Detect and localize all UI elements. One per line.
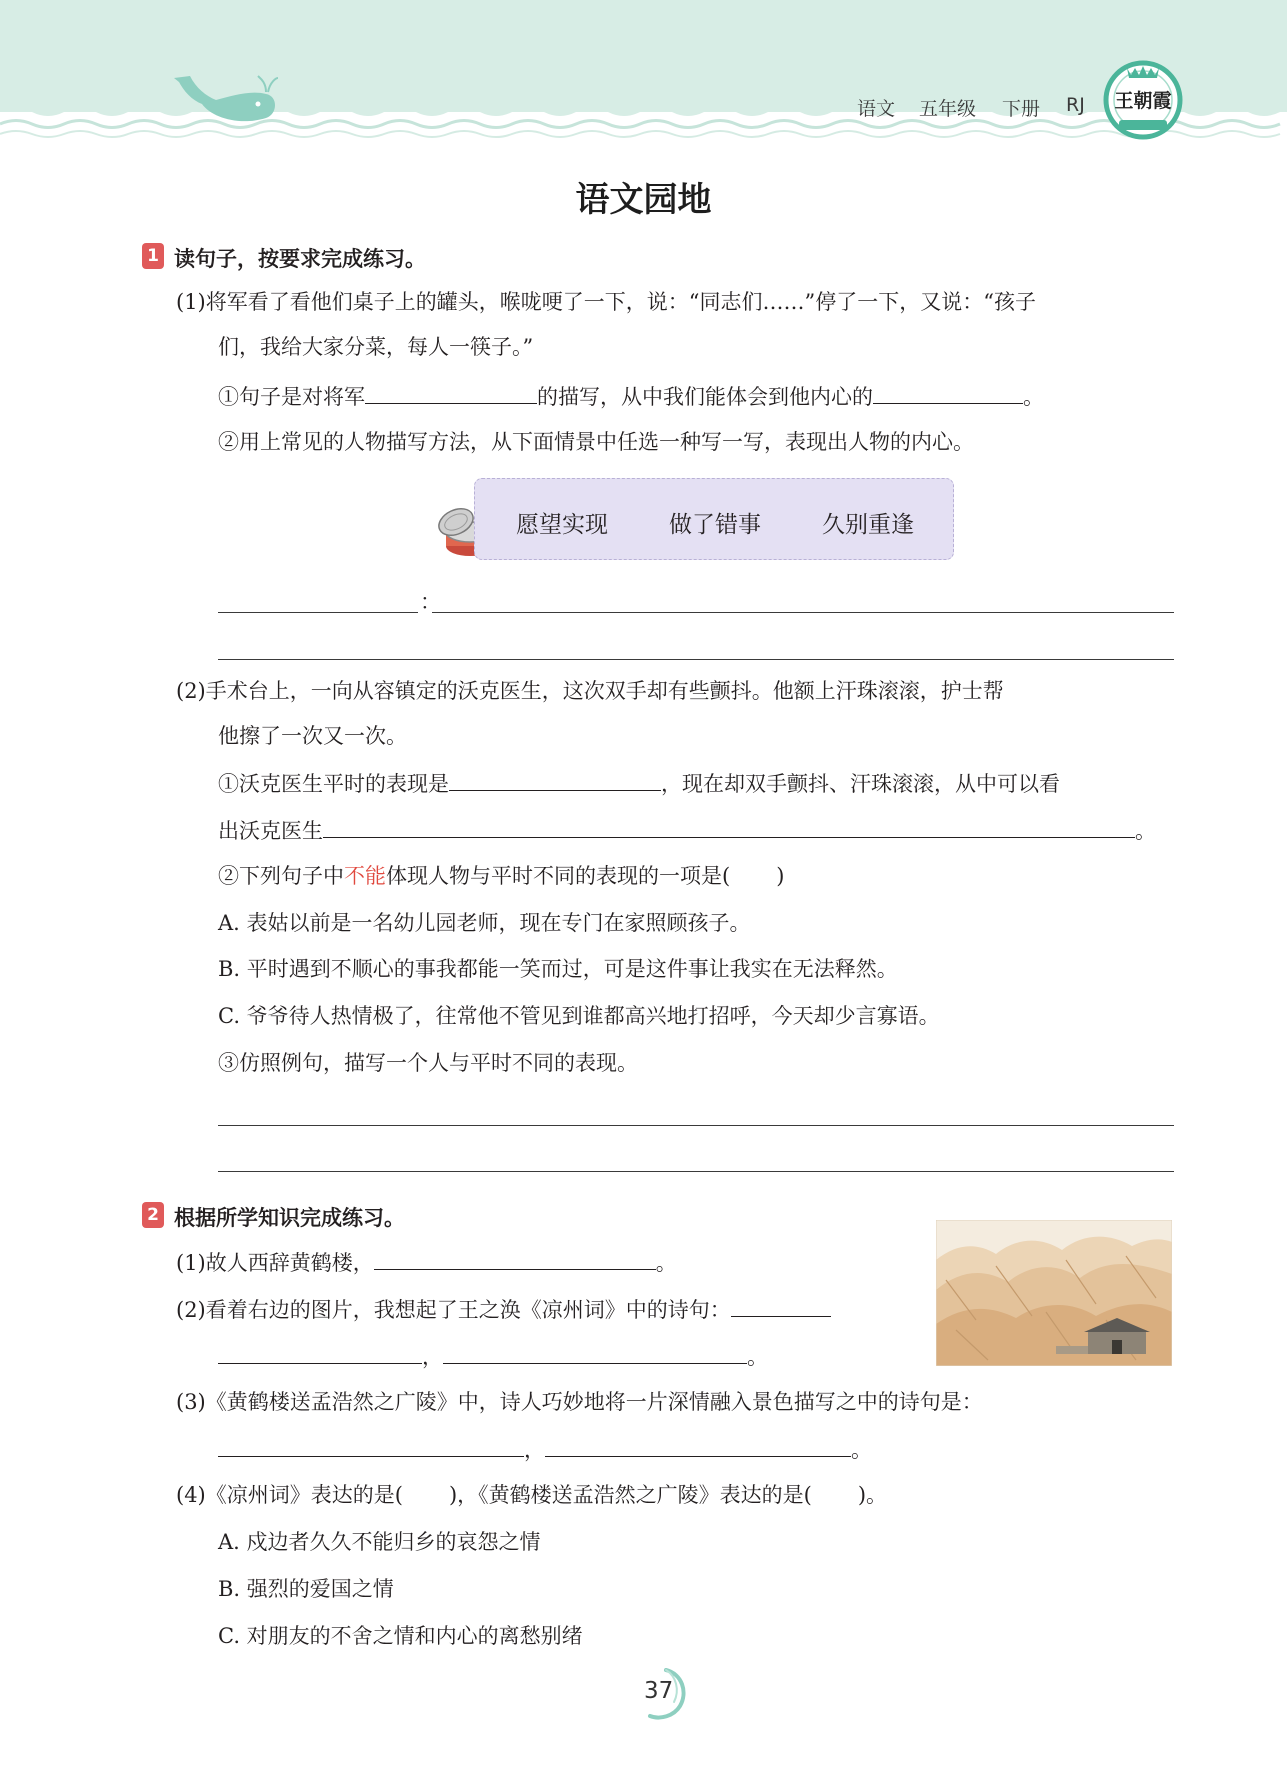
s1-q2-answer-line-1[interactable] [218, 1125, 1174, 1126]
volume-label: 下册 [1002, 98, 1041, 120]
s1-q1-answer-inner-feeling[interactable] [873, 381, 1023, 404]
s2-q1-end: 。 [655, 1251, 677, 1275]
s2-q1-text: (1)故人西辞黄鹤楼， [176, 1251, 374, 1275]
s2-q3-end: 。 [851, 1438, 872, 1462]
whale-icon [170, 74, 282, 134]
s2-q2-text: (2)看着右边的图片，我想起了王之涣《凉州词》中的诗句： [176, 1298, 731, 1322]
s2-q4-text-c: )。 [857, 1483, 888, 1507]
brand-logo [1103, 60, 1183, 140]
brand-logo-text: 王朝霞 [1114, 90, 1172, 112]
s1-q2-sub1-text-b: ，现在却双手颤抖、汗珠滚滚，从中可以看 [661, 772, 1060, 796]
s1-q1-sub1-text-a: ①句子是对将军 [218, 385, 365, 409]
s1-q1-answer-line-2[interactable] [218, 659, 1174, 660]
s1-q2-sub1-end: 。 [1135, 819, 1156, 843]
s2-q2 [176, 1294, 831, 1324]
s2-q4-choice-c: C. 对朋友的不舍之情和内心的离愁别绪 [218, 1624, 583, 1648]
s1-q2-sub2-emphasis: 不能 [344, 864, 386, 888]
option-wish-fulfilled[interactable]: 愿望实现 [516, 512, 608, 538]
s1-q1-line1: (1)将军看了看他们桌子上的罐头，喉咙哽了一下，说：“同志们……”停了一下，又说：“孩子 [176, 290, 1036, 314]
s1-q2-sub3: ③仿照例句，描写一个人与平时不同的表现。 [218, 1051, 638, 1075]
s1-q1-sub1 [218, 381, 1044, 411]
s1-q1-answer-colon: ： [420, 590, 441, 614]
s1-q2-sub2-text-a: ②下列句子中 [218, 864, 344, 888]
s2-q3: (3)《黄鹤楼送孟浩然之广陵》中，诗人巧妙地将一片深情融入景色描写之中的诗句是： [176, 1390, 983, 1414]
s2-q3-comma: ， [524, 1438, 545, 1462]
grade-label: 五年级 [919, 98, 977, 120]
s2-q2-comma: ， [422, 1345, 443, 1369]
desert-fortress-image [936, 1220, 1172, 1366]
section-2-heading: 根据所学知识完成练习。 [174, 1206, 405, 1230]
s1-q2-sub1-text-c: 出沃克医生 [218, 819, 323, 843]
s1-q2-choice-a: A. 表姑以前是一名幼儿园老师，现在专门在家照顾孩子。 [218, 911, 751, 935]
section-1-badge: 1 [142, 243, 164, 269]
s1-q2-sub2-close: ) [776, 864, 785, 888]
s1-q1-sub2: ②用上常见的人物描写方法，从下面情景中任选一种写一写，表现出人物的内心。 [218, 430, 974, 454]
s2-q1 [176, 1247, 677, 1277]
s2-q3-answer-part1[interactable] [218, 1434, 524, 1457]
s2-q4 [176, 1481, 887, 1509]
s1-q2-choice-c: C. 爷爷待人热情极了，往常他不管见到谁都高兴地打招呼，今天却少言寡语。 [218, 1004, 940, 1028]
option-did-wrong[interactable]: 做了错事 [669, 512, 761, 538]
s2-q2-answer-part2[interactable] [218, 1341, 422, 1364]
s1-q2-sub2 [218, 862, 784, 890]
s1-q2-line1: (2)手术台上，一向从容镇定的沃克医生，这次双手却有些颤抖。他额上汗珠滚滚，护士帮 [176, 679, 1004, 703]
s2-q2-answer-part1[interactable] [731, 1294, 831, 1317]
subject-label: 语文 [857, 98, 896, 120]
s1-q1-sub1-end: 。 [1023, 385, 1044, 409]
s1-q2-answer-line-2[interactable] [218, 1171, 1174, 1172]
s1-q1-answer-line-1[interactable] [432, 612, 1174, 613]
s1-q2-sub1-text-a: ①沃克医生平时的表现是 [218, 772, 449, 796]
s2-q4-choice-a: A. 戍边者久久不能归乡的哀怨之情 [218, 1530, 541, 1554]
s1-q2-answer-doctor-feeling[interactable] [323, 815, 1135, 838]
section-2-badge: 2 [142, 1202, 164, 1228]
section-1-heading: 读句子，按要求完成练习。 [174, 247, 426, 271]
s2-q2-end: 。 [747, 1345, 768, 1369]
s2-q4-text-a: (4)《凉州词》表达的是( [176, 1483, 403, 1507]
s2-q3-cont [218, 1434, 872, 1464]
s2-q2-answer-part3[interactable] [443, 1341, 747, 1364]
s1-q2-sub1 [218, 768, 1060, 798]
s1-q1-answer-line-label[interactable] [218, 612, 418, 613]
s1-q2-answer-usual-behavior[interactable] [449, 768, 661, 791]
s2-q3-answer-part2[interactable] [545, 1434, 851, 1457]
page-title: 语文园地 [575, 180, 712, 220]
s2-q1-answer[interactable] [374, 1247, 656, 1270]
s1-q2-sub2-text-b: 体现人物与平时不同的表现的一项是( [386, 864, 731, 888]
s2-q4-choice-b: B. 强烈的爱国之情 [218, 1577, 394, 1601]
s1-q1-sub1-text-b: 的描写，从中我们能体会到他内心的 [537, 385, 873, 409]
page-number: 37 [644, 1678, 674, 1704]
s1-q2-choice-b: B. 平时遇到不顺心的事我都能一笑而过，可是这件事让我实在无法释然。 [218, 957, 898, 981]
s2-q4-text-b: )，《黄鹤楼送孟浩然之广陵》表达的是( [448, 1483, 812, 1507]
option-long-reunion[interactable]: 久别重逢 [822, 512, 914, 538]
edition-label: RJ [1066, 94, 1085, 116]
s1-q2-sub1-cont [218, 815, 1156, 845]
s1-q1-answer-description-type[interactable] [365, 381, 537, 404]
s2-q2-cont [218, 1341, 768, 1371]
s1-q1-line2: 们，我给大家分菜，每人一筷子。” [218, 335, 534, 359]
s1-q2-line2: 他擦了一次又一次。 [218, 724, 407, 748]
